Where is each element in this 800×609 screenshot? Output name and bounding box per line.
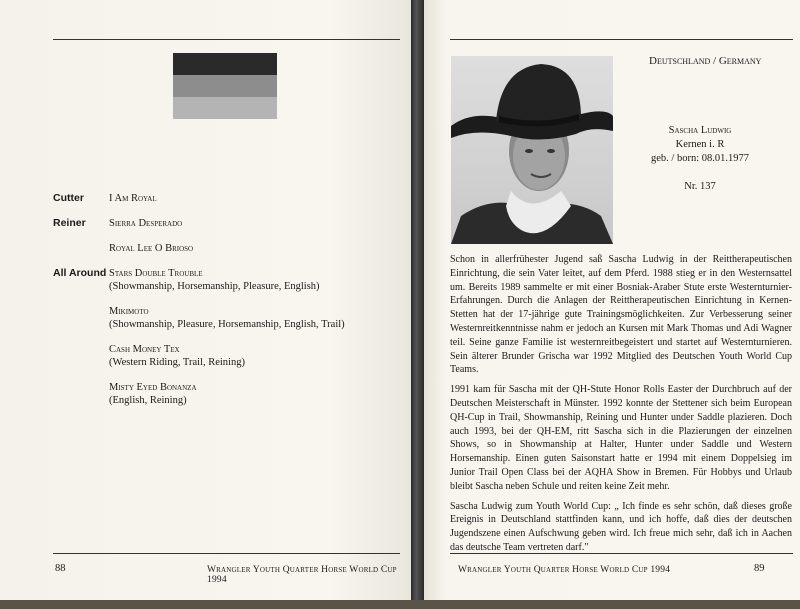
footer-rule — [53, 553, 400, 554]
horse-list — [53, 192, 383, 419]
flag-stripe-top — [173, 53, 277, 75]
rider-hometown: Kernen i. R — [675, 139, 725, 150]
running-footer: Wrangler Youth Quarter Horse World Cup 1994 — [458, 565, 671, 575]
page-number: 88 — [55, 563, 66, 574]
horse-item — [109, 192, 383, 205]
header-rule — [53, 39, 400, 40]
flag-stripe-bottom — [173, 97, 277, 119]
header-rule — [450, 39, 793, 40]
rider-name: Sascha Ludwig — [668, 125, 732, 136]
horse-name: Cash Money Tex — [109, 344, 180, 355]
entry-all-around — [53, 267, 383, 407]
horse-item — [109, 381, 383, 407]
horse-name: Sierra Desperado — [109, 218, 183, 229]
entry-label: All Around — [53, 267, 107, 279]
horse-name: Misty Eyed Bonanza — [109, 382, 197, 393]
horse-name: Mikimoto — [109, 306, 149, 317]
horse-item — [109, 305, 383, 331]
entry-label: Reiner — [53, 217, 86, 229]
horse-events: (English, Reining) — [109, 395, 187, 406]
germany-flag — [173, 53, 277, 119]
rider-birthdate: geb. / born: 08.01.1977 — [651, 153, 749, 164]
entry-cutter — [53, 192, 383, 205]
horse-events: (Western Riding, Trail, Reining) — [109, 357, 245, 368]
book-edge — [0, 600, 800, 609]
horse-events: (Showmanship, Pleasure, Horsemanship, English, Trail) — [109, 319, 345, 330]
bio-paragraph: Sascha Ludwig zum Youth World Cup: „ Ich finde es sehr schön, daß dieses große Ereignis in Deutschland stattfinden kann, und ich hoffe, daß dies der deutschen Jugendszene einen Aufschwung geben wird. Ich freue mich sehr, daß ich in Aachen das deutsche Team vertreten darf." — [450, 500, 792, 553]
horse-name: Stars Double Trouble — [109, 268, 203, 279]
horse-item — [109, 242, 383, 255]
horse-name: Royal Lee O Brioso — [109, 243, 194, 254]
bio-paragraph: Schon in allerfrühester Jugend saß Sascha Ludwig in der Reittherapeutischen Einrichtung, die sein Vater leitet, auf dem Pferd. 1988 stieg er in den Westernsattel um. Bereits 1989 sammelte er mit einer Bosniak-Araber Stute erste Westernturnier-Erfahrungen. Durch die Anlagen der Reittherapeutischen Einrichtung in Kernen-Stetten hat der 17-jährige gute Trainingsmöglichkeiten. Zur Verbesserung seiner Westernreitkenntnisse nahm er jedoch an Kursen mit Mark Thomas und Adi Wagner teil. Seine ganze Familie ist westernreitbegeistert und startet auf Westernturnieren. Sein älterer Brunder Grischa war 1992 Mitglied des Deutschen Youth World Cup Teams. — [450, 254, 792, 376]
country-label: Deutschland / Germany — [649, 55, 762, 67]
running-footer: Wrangler Youth Quarter Horse World Cup 1994 — [207, 565, 397, 585]
portrait-image — [451, 56, 613, 244]
horse-item — [109, 267, 383, 293]
entry-reiner — [53, 217, 383, 255]
horse-item — [109, 343, 383, 369]
rider-biography — [450, 253, 792, 561]
bio-paragraph: 1991 kam für Sascha mit der QH-Stute Honor Rolls Easter der Durchbruch auf der Deutschen Meisterschaft in Münster. 1992 konnte der Stettener sich beim European QH-Cup in Trail, Showmanship, Reining und Hunter under Saddle plazieren. Doch auch 1993, bei der QH-EM, ritt Sascha sich in die Plazierungen der einzelnen Shows, so in Showmanship at Halter, Hunter under Saddle und Western Horsemanship. Einen guten Saisonstart hatte er 1994 mit einem Doppelsieg im Junior Trail Open Class bei der AQHA Show in Bremen. Für Hobbys und Urlaub bleibt Sascha neben Schule und reiten keine Zeit mehr. — [450, 384, 792, 492]
horse-item — [109, 217, 383, 230]
rider-info — [630, 124, 770, 194]
horse-name: I Am Royal — [109, 193, 157, 204]
horse-events: (Showmanship, Horsemanship, Pleasure, English) — [109, 281, 320, 292]
book-gutter — [411, 0, 424, 609]
rider-number: Nr. 137 — [684, 181, 716, 192]
page-number: 89 — [754, 563, 765, 574]
flag-stripe-middle — [173, 75, 277, 97]
entry-label: Cutter — [53, 192, 84, 204]
rider-portrait-photo — [451, 56, 613, 244]
